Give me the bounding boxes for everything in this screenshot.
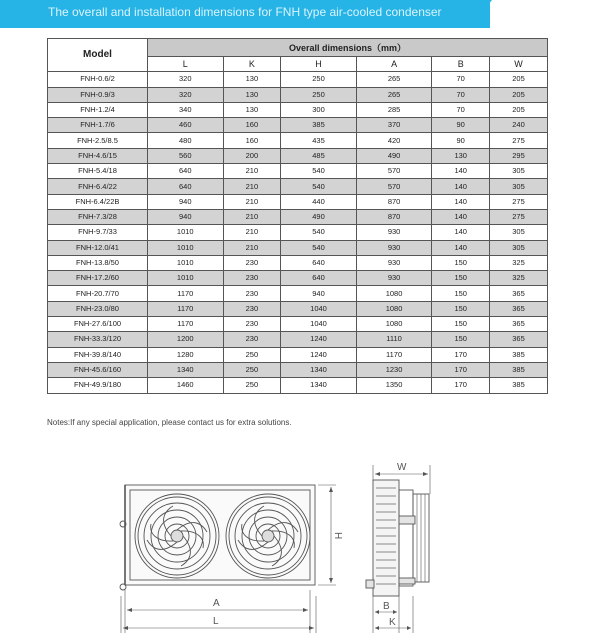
- dimension-label-k: K: [389, 617, 396, 628]
- dimension-cell-w: 385: [490, 347, 548, 362]
- dimension-cell-h: 250: [281, 87, 357, 102]
- dimension-cell-k: 130: [223, 87, 281, 102]
- pipe-connection: [366, 580, 374, 588]
- dimension-cell-l: 940: [148, 194, 224, 209]
- dimension-cell-l: 940: [148, 209, 224, 224]
- dimension-cell-w: 275: [490, 209, 548, 224]
- dimension-cell-b: 150: [432, 255, 490, 270]
- dimension-cell-k: 230: [223, 286, 281, 301]
- dimension-cell-w: 305: [490, 225, 548, 240]
- dimension-cell-b: 130: [432, 148, 490, 163]
- model-cell: FNH-6.4/22: [48, 179, 148, 194]
- dimension-cell-h: 540: [281, 225, 357, 240]
- dimension-cell-w: 365: [490, 317, 548, 332]
- dimension-cell-b: 140: [432, 240, 490, 255]
- dimension-cell-h: 485: [281, 148, 357, 163]
- dimension-cell-h: 640: [281, 271, 357, 286]
- notes-text: Notes:If any special application, please contact us for extra solutions.: [47, 418, 292, 427]
- model-cell: FNH-49.9/180: [48, 378, 148, 393]
- dimension-cell-h: 1340: [281, 378, 357, 393]
- dimension-cell-l: 1010: [148, 255, 224, 270]
- dimension-cell-l: 1170: [148, 317, 224, 332]
- dimension-cell-k: 210: [223, 209, 281, 224]
- dimension-cell-a: 870: [356, 209, 432, 224]
- model-cell: FNH-27.6/100: [48, 317, 148, 332]
- dimension-cell-w: 325: [490, 255, 548, 270]
- dimension-label-a: A: [213, 598, 220, 609]
- dimension-cell-h: 1240: [281, 332, 357, 347]
- dimension-cell-w: 365: [490, 286, 548, 301]
- column-header: A: [356, 57, 432, 72]
- dimension-cell-b: 140: [432, 225, 490, 240]
- dimension-cell-b: 170: [432, 378, 490, 393]
- dimension-cell-b: 140: [432, 179, 490, 194]
- dimension-cell-w: 205: [490, 87, 548, 102]
- dimension-cell-a: 420: [356, 133, 432, 148]
- dimension-cell-h: 250: [281, 72, 357, 87]
- dimension-cell-l: 1170: [148, 286, 224, 301]
- dimension-cell-h: 540: [281, 164, 357, 179]
- dimension-cell-b: 90: [432, 118, 490, 133]
- model-cell: FNH-5.4/18: [48, 164, 148, 179]
- model-cell: FNH-4.6/15: [48, 148, 148, 163]
- model-cell: FNH-39.8/140: [48, 347, 148, 362]
- dimension-cell-k: 230: [223, 255, 281, 270]
- dimension-cell-b: 150: [432, 317, 490, 332]
- dimension-cell-a: 1170: [356, 347, 432, 362]
- dimension-cell-a: 870: [356, 194, 432, 209]
- overall-dimensions-header: Overall dimensions（mm）: [148, 39, 548, 57]
- dimension-cell-w: 385: [490, 362, 548, 377]
- dimension-cell-h: 300: [281, 102, 357, 117]
- model-cell: FNH-0.9/3: [48, 87, 148, 102]
- dimension-cell-a: 370: [356, 118, 432, 133]
- model-cell: FNH-1.7/6: [48, 118, 148, 133]
- dimension-cell-k: 130: [223, 72, 281, 87]
- dimension-cell-l: 1010: [148, 225, 224, 240]
- model-cell: FNH-17.2/60: [48, 271, 148, 286]
- dimension-cell-w: 385: [490, 378, 548, 393]
- dimension-cell-l: 1010: [148, 240, 224, 255]
- dimension-cell-k: 230: [223, 271, 281, 286]
- dimension-cell-h: 1040: [281, 317, 357, 332]
- dimension-label-w: W: [397, 462, 407, 473]
- dimension-cell-a: 490: [356, 148, 432, 163]
- model-cell: FNH-1.2/4: [48, 102, 148, 117]
- dimension-cell-a: 1110: [356, 332, 432, 347]
- dimension-cell-w: 325: [490, 271, 548, 286]
- dimension-cell-a: 1080: [356, 317, 432, 332]
- dimension-cell-w: 295: [490, 148, 548, 163]
- dimension-cell-h: 540: [281, 240, 357, 255]
- column-header: B: [432, 57, 490, 72]
- dimension-cell-l: 480: [148, 133, 224, 148]
- dimension-cell-a: 930: [356, 255, 432, 270]
- dimension-cell-a: 285: [356, 102, 432, 117]
- dimension-cell-a: 1080: [356, 301, 432, 316]
- dimension-cell-h: 940: [281, 286, 357, 301]
- dimension-cell-a: 265: [356, 87, 432, 102]
- dimension-cell-a: 930: [356, 225, 432, 240]
- dimension-cell-l: 340: [148, 102, 224, 117]
- motor: [399, 516, 415, 524]
- dimension-cell-l: 640: [148, 179, 224, 194]
- dimension-cell-a: 930: [356, 240, 432, 255]
- dimension-cell-b: 170: [432, 347, 490, 362]
- dimension-cell-w: 205: [490, 102, 548, 117]
- dimension-cell-k: 200: [223, 148, 281, 163]
- dimension-cell-w: 365: [490, 332, 548, 347]
- dimension-cell-k: 230: [223, 332, 281, 347]
- model-cell: FNH-33.3/120: [48, 332, 148, 347]
- column-header: H: [281, 57, 357, 72]
- dimension-cell-l: 1200: [148, 332, 224, 347]
- dimension-cell-l: 460: [148, 118, 224, 133]
- dimension-cell-h: 435: [281, 133, 357, 148]
- dimension-cell-a: 1230: [356, 362, 432, 377]
- side-fan-housing: [399, 490, 413, 586]
- dimension-cell-b: 150: [432, 332, 490, 347]
- dimension-label-h: H: [332, 532, 343, 540]
- dimension-cell-l: 640: [148, 164, 224, 179]
- dimension-cell-l: 1170: [148, 301, 224, 316]
- dimension-cell-k: 210: [223, 225, 281, 240]
- dimension-cell-k: 250: [223, 347, 281, 362]
- model-cell: FNH-23.0/80: [48, 301, 148, 316]
- dimension-cell-h: 490: [281, 209, 357, 224]
- column-header: L: [148, 57, 224, 72]
- dimension-cell-b: 140: [432, 164, 490, 179]
- dimension-cell-b: 150: [432, 301, 490, 316]
- dimension-cell-k: 160: [223, 118, 281, 133]
- dimension-cell-k: 160: [223, 133, 281, 148]
- side-coil: [373, 480, 399, 596]
- column-header: K: [223, 57, 281, 72]
- dimension-cell-h: 385: [281, 118, 357, 133]
- dimension-cell-l: 1460: [148, 378, 224, 393]
- dimension-cell-b: 140: [432, 209, 490, 224]
- dimension-cell-b: 170: [432, 362, 490, 377]
- model-cell: FNH-20.7/70: [48, 286, 148, 301]
- dimension-cell-h: 640: [281, 255, 357, 270]
- dimension-label-b: B: [383, 601, 390, 612]
- dimension-cell-k: 210: [223, 179, 281, 194]
- dimension-cell-h: 440: [281, 194, 357, 209]
- dimension-cell-w: 275: [490, 133, 548, 148]
- dimension-cell-w: 365: [490, 301, 548, 316]
- dimension-cell-w: 305: [490, 179, 548, 194]
- dimension-cell-k: 130: [223, 102, 281, 117]
- model-cell: FNH-45.6/160: [48, 362, 148, 377]
- dimension-cell-w: 240: [490, 118, 548, 133]
- dimension-cell-a: 570: [356, 179, 432, 194]
- dimension-cell-k: 250: [223, 362, 281, 377]
- dimension-cell-l: 320: [148, 87, 224, 102]
- dimension-cell-h: 1040: [281, 301, 357, 316]
- model-cell: FNH-2.5/8.5: [48, 133, 148, 148]
- model-cell: FNH-9.7/33: [48, 225, 148, 240]
- dimension-cell-k: 210: [223, 164, 281, 179]
- model-cell: FNH-6.4/22B: [48, 194, 148, 209]
- dimension-cell-b: 90: [432, 133, 490, 148]
- dimension-cell-k: 210: [223, 240, 281, 255]
- dimension-cell-k: 250: [223, 378, 281, 393]
- dimension-cell-a: 930: [356, 271, 432, 286]
- dimension-cell-k: 210: [223, 194, 281, 209]
- dimension-cell-w: 205: [490, 72, 548, 87]
- dimension-cell-k: 230: [223, 301, 281, 316]
- model-cell: FNH-12.0/41: [48, 240, 148, 255]
- dimension-cell-w: 275: [490, 194, 548, 209]
- dimension-cell-h: 540: [281, 179, 357, 194]
- dimension-label-l: L: [213, 616, 219, 627]
- model-cell: FNH-0.6/2: [48, 72, 148, 87]
- dimension-cell-h: 1340: [281, 362, 357, 377]
- dimension-cell-l: 1010: [148, 271, 224, 286]
- model-cell: FNH-7.3/28: [48, 209, 148, 224]
- dimension-cell-b: 70: [432, 102, 490, 117]
- dimension-cell-b: 70: [432, 87, 490, 102]
- dimension-cell-b: 150: [432, 271, 490, 286]
- dimension-cell-l: 1280: [148, 347, 224, 362]
- dimension-cell-b: 70: [432, 72, 490, 87]
- dimension-cell-a: 1080: [356, 286, 432, 301]
- model-header: Model: [48, 39, 148, 72]
- page-title: The overall and installation dimensions for FNH type air-cooled condenser: [48, 5, 442, 19]
- dimension-cell-l: 560: [148, 148, 224, 163]
- dimension-cell-a: 265: [356, 72, 432, 87]
- dimension-cell-k: 230: [223, 317, 281, 332]
- dimension-cell-l: 320: [148, 72, 224, 87]
- column-header: W: [490, 57, 548, 72]
- dimension-cell-b: 150: [432, 286, 490, 301]
- dimension-cell-w: 305: [490, 240, 548, 255]
- dimension-cell-a: 570: [356, 164, 432, 179]
- dimension-cell-a: 1350: [356, 378, 432, 393]
- dimension-cell-w: 305: [490, 164, 548, 179]
- motor: [399, 578, 415, 584]
- dimension-cell-l: 1340: [148, 362, 224, 377]
- dimension-cell-b: 140: [432, 194, 490, 209]
- dimension-cell-h: 1240: [281, 347, 357, 362]
- model-cell: FNH-13.8/50: [48, 255, 148, 270]
- mounting-hole: [120, 584, 126, 590]
